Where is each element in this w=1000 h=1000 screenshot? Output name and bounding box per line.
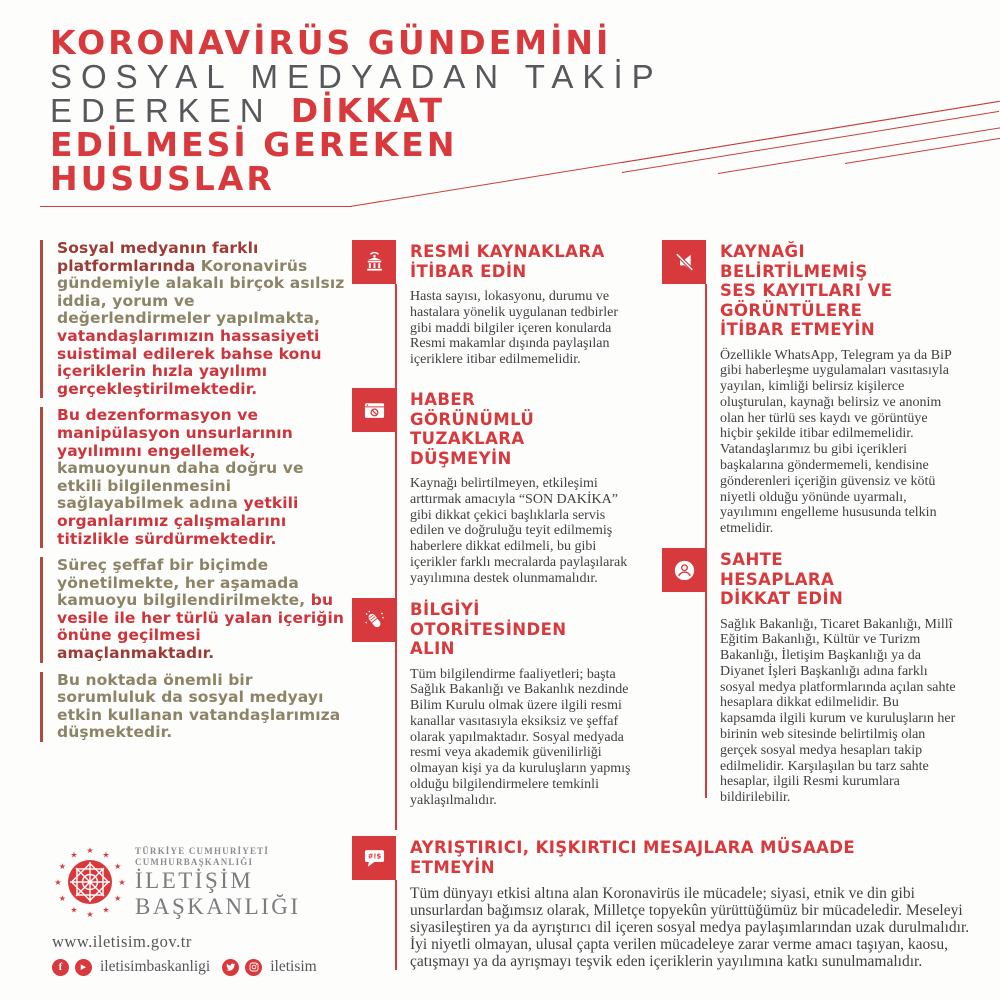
org-line-small-1: TÜRKİYE CUMHURİYETİ xyxy=(135,846,270,856)
profanity-speech-bubble-icon xyxy=(352,836,396,880)
svg-text:★: ★ xyxy=(70,905,78,915)
social-handle-1[interactable]: iletisimbaskanligi xyxy=(100,958,211,975)
organization-name xyxy=(135,846,301,920)
intro-paragraph-4: Bu noktada önemli bir sorumluluk da sosyal medyayı etkin kullanan vatandaşlarımıza düşmektedir. xyxy=(40,672,352,742)
facebook-icon[interactable]: f xyxy=(52,959,69,976)
youtube-icon[interactable]: ▶ xyxy=(75,959,92,976)
svg-text:★: ★ xyxy=(102,905,110,915)
org-line-large-2: BAŞKANLIĞI xyxy=(135,894,301,919)
svg-text:★: ★ xyxy=(114,894,122,903)
title-line-5: HUSUSLAR xyxy=(50,159,275,198)
section-title: SAHTE HESAPLARA DİKKAT EDİN xyxy=(720,550,844,608)
iletisim-baskanligi-logo xyxy=(50,840,130,924)
title-line-2: SOSYAL MEDYADAN TAKİP xyxy=(50,58,663,95)
title-line-1: KORONAVİRÜS GÜNDEMİNİ xyxy=(50,23,612,62)
svg-text:#!$: #!$ xyxy=(367,852,381,860)
intro-paragraph-1: Sosyal medyanın farklı platformlarında Koronavirüs gündemiyle alakalı birçok asılsız iddia, yorum ve değerlendirmeler yapılmakta, vatandaşlarımızın hassasiyeti suistimal edilerek bahse konu içeriklerin hızla yayılımı gerçekleştirilmektedir. xyxy=(40,240,352,398)
svg-text:★: ★ xyxy=(86,910,94,919)
section-body: Hasta sayısı, lokasyonu, durumu ve hastalara yönelik uygulanan tedbirler gibi maddi bilgiler içeren konularda Resmi makamlar dışında paylaşılan içeriklere itibar edilmemelidir. xyxy=(410,289,618,368)
government-building-signal-icon xyxy=(352,240,396,284)
section-title: HABER GÖRÜNÜMLÜ TUZAKLARA DÜŞMEYİN xyxy=(410,390,535,468)
svg-text:★: ★ xyxy=(58,894,66,903)
section-title: BİLGİYİ OTORİTESİNDEN ALIN xyxy=(410,600,567,658)
section-official-sources xyxy=(352,240,660,368)
section-unverified-audio xyxy=(662,240,992,537)
svg-text:★: ★ xyxy=(58,862,66,871)
svg-text:★: ★ xyxy=(114,862,122,871)
title-line-4: EDİLMESİ GEREKEN xyxy=(50,125,458,164)
diagonal-accent-line xyxy=(622,111,999,173)
guidelines-column-1 xyxy=(352,240,660,840)
blocked-browser-icon xyxy=(352,388,396,432)
website-link[interactable]: www.iletisim.gov.tr xyxy=(52,932,192,951)
section-body: Sağlık Bakanlığı, Ticaret Bakanlığı, Millî Eğitim Bakanlığı, Kültür ve Turizm Bakanlığı, İletişim Başkanlığı ya da Diyanet İşleri Başkanlığı adına farklı sosyal medya platformlarında açılan sahte hesaplara dikkat edilmelidir. Bu kapsamda ilgili kurum ve kuruluşların her birinin web sitesinde belirtilmiş olan gerçek sosyal medya hesapları takip edilmelidir. Karşılaşılan bu tarz sahte hesaplar, ilgili Resmi kurumlara bildirilebilir. xyxy=(720,616,956,806)
social-row xyxy=(52,958,323,976)
intro-paragraph-2: Bu dezenformasyon ve manipülasyon unsurlarının yayılımını engellemek, kamuoyunun daha doğru ve etkili bilgilenmesini sağlayabilmek adına yetkili organlarımız çalışmalarını titizlikle sürdürmektedir. xyxy=(40,407,352,548)
title-line-3: EDERKEN DİKKAT xyxy=(50,91,446,130)
muted-speaker-icon xyxy=(662,240,706,284)
twitter-icon[interactable] xyxy=(222,959,239,976)
section-body: Tüm dünyayı etkisi altına alan Koronavirüs ile mücadele; siyasi, etnik ve din gibi unsurlardan bağımsız olarak, Milletçe topyekûn yürüttüğümüz bir mücadeledir. Meseleyi siyasileştiren ya da ayrıştırıcı dil içeren sosyal medya paylaşımlarından uzak durulmalıdır. İyi niyetli olmayan, ulusal çapta verilen mücadeleye zarar verme amacı taşıyan, kaosu, çatışmayı ya da ayrışmayı teşvik eden içeriklerin yayılımına katkı sunulmamalıdır. xyxy=(410,885,970,970)
diagonal-accent-line xyxy=(845,138,1000,164)
diagonal-accent-line xyxy=(622,101,999,163)
org-line-small-2: CUMHURBAŞKANLIĞI xyxy=(135,857,254,867)
user-account-icon xyxy=(662,548,706,592)
section-authority-info xyxy=(352,598,660,809)
section-body: Tüm bilgilendirme faaliyetleri; başta Sağlık Bakanlığı ve Bakanlık nezdinde Bilim Kurulu olmak üzere ilgili resmi kanallar vasıtasıyla eksiksiz ve şeffaf olarak yapılmaktadır. Sosyal medyada resmi veya akademik güvenilirliği olmayan kişi ya da kuruluşların yapmış olduğu bilgilendirmelere temkinli yaklaşılmalıdır. xyxy=(410,666,631,808)
svg-text:★: ★ xyxy=(118,878,126,887)
title-divider-line xyxy=(40,206,352,207)
footer xyxy=(40,838,350,988)
section-fake-accounts xyxy=(662,548,992,806)
section-title: KAYNAĞI BELİRTİLMEMİŞ SES KAYITLARI VE GÖRÜNTÜLERE İTİBAR ETMEYİN xyxy=(720,242,893,339)
svg-text:★: ★ xyxy=(54,878,62,887)
intro-column xyxy=(40,240,352,751)
section-body: Özellikle WhatsApp, Telegram ya da BiP gibi haberleşme uygulamaları vasıtasıyla yayılan, kimliği belirsiz kişilerce oluşturulan, kaynağı belirsiz ve anonim olan her türlü ses kaydı ve görüntüye hiçbir şekilde itibar edilmemelidir. Vatandaşlarımız bu gibi içerikleri başkalarına göndermemeli, kendisine gönderenleri içeriğin güvensiz ve kötü niyetli olduğu yönünde uyarmalı, yayılımını engelleme hususunda telkin etmelidir. xyxy=(720,347,952,537)
social-handle-2[interactable]: iletisim xyxy=(270,958,317,975)
svg-text:★: ★ xyxy=(70,850,78,860)
svg-text:★: ★ xyxy=(102,850,110,860)
section-title: AYRIŞTIRICI, KIŞKIRTICI MESAJLARA MÜSAADE ETMEYİN xyxy=(410,838,856,877)
org-line-large-1: İLETİŞİM xyxy=(135,868,254,893)
section-title: RESMİ KAYNAKLARA İTİBAR EDİN xyxy=(410,242,605,281)
intro-paragraph-3: Süreç şeffaf bir biçimde yönetilmekte, her aşamada kamuoyu bilgilendirilmekte, bu vesile ile her türlü yalan içeriğin önüne geçilmesi amaçlanmaktadır. xyxy=(40,557,352,663)
svg-text:★: ★ xyxy=(86,846,94,855)
section-news-traps xyxy=(352,388,660,587)
medicine-capsule-icon xyxy=(352,598,396,642)
section-body: Kaynağı belirtilmeyen, etkileşimi arttırmak amacıyla “SON DAKİKA” gibi dikkat çekici başlıklarla servis edilen ve doğruluğu teyit edilmemiş haberlere dikkat edilmeli, bu gibi içerikler farklı mecralarda paylaşılarak yayılımına destek olunmamalıdır. xyxy=(410,476,628,586)
instagram-icon[interactable] xyxy=(245,959,262,976)
guidelines-column-2 xyxy=(662,240,992,820)
